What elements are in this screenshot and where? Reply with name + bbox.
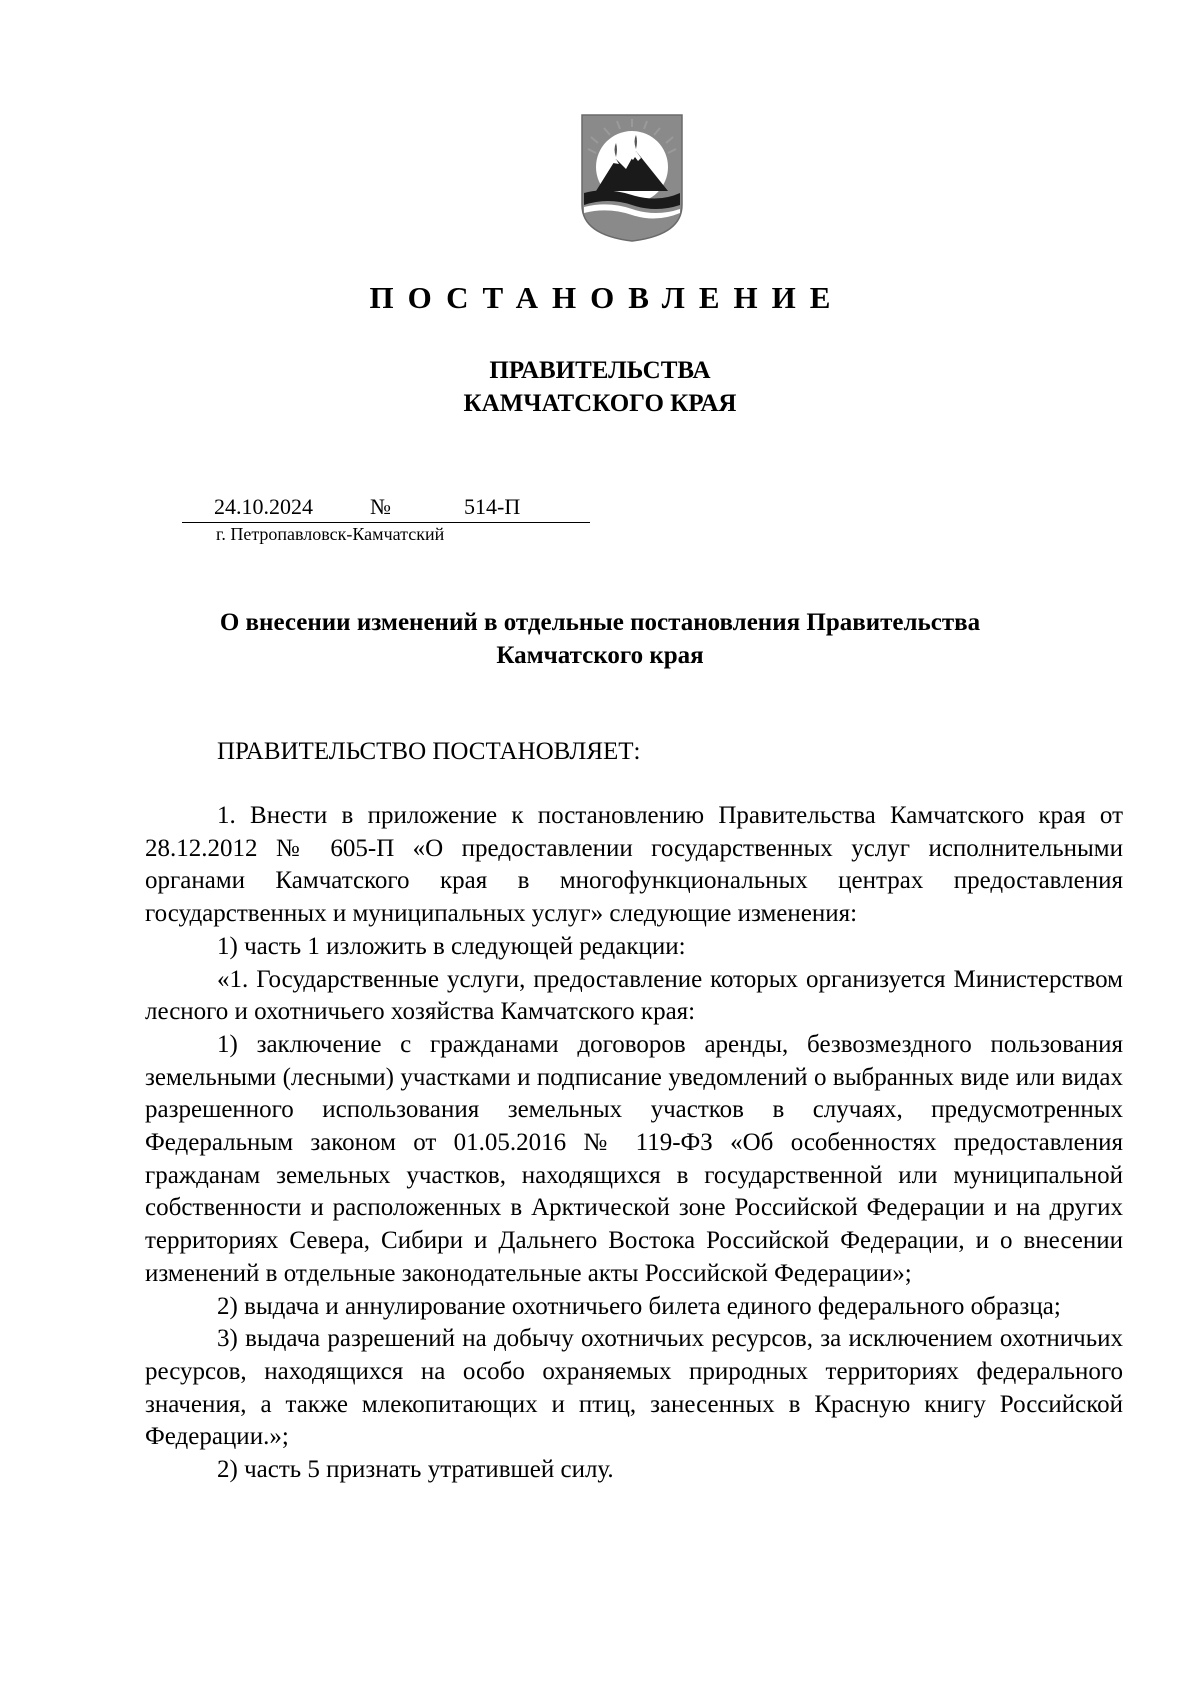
paragraph: 1. Внести в приложение к постановлению Правительства Камчатского края от 28.12.2012 № 605-П «О предоставлении государственных услуг исполнительными органами Камчатского края в многофункциональных центрах предоставления государственных и муниципальных услуг» следующие изменения: [145, 802, 1123, 928]
date-number-line [182, 492, 590, 523]
city-label: г. Петропавловск-Камчатский [216, 524, 445, 544]
document-date: 24.10.2024 [214, 494, 313, 519]
issuer-line-1: ПРАВИТЕЛЬСТВА [489, 357, 711, 384]
decree-statement: ПРАВИТЕЛЬСТВО ПОСТАНОВЛЯЕТ: [217, 738, 641, 765]
subject-line-2: Камчатского края [496, 642, 704, 669]
document-number: 514-П [464, 494, 521, 519]
issuer-line-2: КАМЧАТСКОГО КРАЯ [463, 390, 737, 417]
paragraph: 2) выдача и аннулирование охотничьего билета единого федерального образца; [217, 1292, 1061, 1320]
document-body [145, 800, 1123, 1487]
paragraph: 1) заключение с гражданами договоров аренды, безвозмездного пользования земельными (лесными) участками и подписание уведомлений о выбранных виде или видах разрешенного использования земельных участков в случаях, предусмотренных Федеральным законом от 01.05.2016 № 119-ФЗ «Об особенностях предоставления гражданам земельных участков, находящихся в государственной или муниципальной собственности и расположенных в Арктической зоне Российской Федерации и на других территориях Севера, Сибири и Дальнего Востока Российской Федерации, и о внесении изменений в отдельные законодательные акты Российской Федерации»; [145, 1030, 1123, 1287]
paragraph: «1. Государственные услуги, предоставление которых организуется Министерством лесного и охотничьего хозяйства Камчатского края: [145, 965, 1123, 1026]
paragraph: 2) часть 5 признать утратившей силу. [217, 1456, 614, 1484]
subject-line-1: О внесении изменений в отдельные постановления Правительства [219, 609, 981, 636]
coat-of-arms-icon [580, 113, 684, 243]
paragraph: 1) часть 1 изложить в следующей редакции: [217, 932, 686, 960]
issuer-block [0, 354, 1200, 420]
paragraph: 3) выдача разрешений на добычу охотничьих ресурсов, за исключением охотничьих ресурсов, находящихся на особо охраняемых природных территориях федерального значения, а также млекопитающих и птиц, занесенных в Красную книгу Российской Федерации.»; [145, 1325, 1123, 1451]
document-subject [0, 606, 1200, 672]
number-sign: № [370, 494, 391, 519]
document-type-title: ПОСТАНОВЛЕНИЕ [369, 280, 845, 315]
